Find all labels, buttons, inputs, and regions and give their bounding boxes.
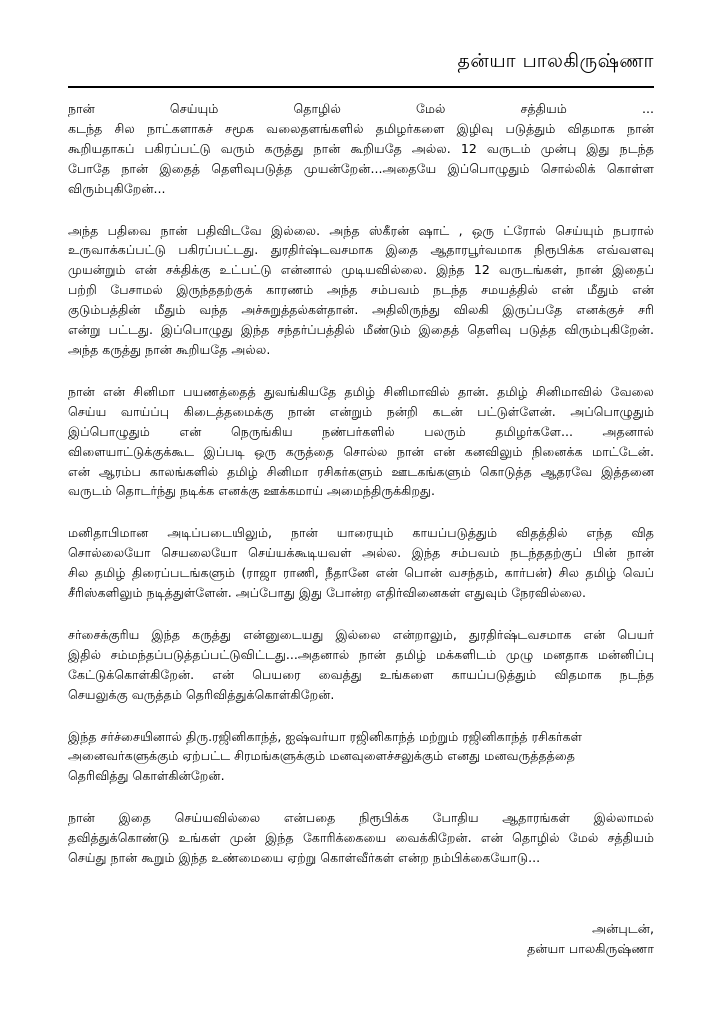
paragraph-line: சர்சைக்குரிய இந்த கருத்து என்னுடையது இல்லை என்றாலும், துரதிர்ஷ்டவசமாக என் பெயர் [68, 626, 654, 642]
paragraph-line: நான் செய்யும் தொழில் மேல் சத்தியம் ... [68, 101, 654, 116]
paragraph-line: நான் இதை செய்யவில்லை என்பதை நிரூபிக்க போதிய ஆதாரங்கள் இல்லாமல் [68, 810, 654, 826]
paragraph-line: உருவாக்கப்பட்டு பகிரப்பட்டது. துரதிர்ஷ்டவசமாக இதை ஆதாரபூர்வமாக நிரூபிக்க எவ்வளவு [68, 242, 654, 258]
paragraph-line: சொல்லையோ செயலையோ செய்யக்கூடியவள் அல்ல. இந்த சம்பவம் நடந்ததற்குப் பின் நான் [68, 545, 654, 561]
paragraph-line: குடும்பத்தின் மீதும் வந்த அச்சுறுத்தல்கள்தான். அதிலிருந்து விலகி இருப்பதே எனக்குச் சரி [68, 302, 654, 318]
paragraph-line: செய்ய வாய்ப்பு கிடைத்தமைக்கு நான் என்றும் நன்றி கடன் பட்டுள்ளேன். அப்பொழுதும் [68, 403, 654, 419]
paragraph-line: சீரிஸ்களிலும் நடித்துள்ளேன். அப்போது இது போன்ற எதிர்வினைகள் எதுவும் நேரவில்லை. [68, 585, 587, 601]
paragraph-line: என்று பட்டது. இப்பொழுது இந்த சந்தர்ப்பத்தில் மீண்டும் இதைத் தெளிவு படுத்த விரும்புகிறேன். [68, 322, 654, 338]
signoff-name: தன்யா பாலகிருஷ்ணா [527, 941, 654, 956]
paragraph-line: கடந்த சில நாட்களாகச் சமூக வலைதளங்களில் தமிழர்களை இழிவு படுத்தும் விதமாக நான் [68, 120, 654, 136]
paragraph-line: விளையாட்டுக்குக்கூட இப்படி ஒரு கருத்தை சொல்ல நான் என் கனவிலும் நினைக்க மாட்டேன். [68, 443, 654, 459]
paragraph-line: அந்த பதிவை நான் பதிவிடவே இல்லை. அந்த ஸ்கீரன் ஷாட் , ஒரு ட்ரோல் செய்யும் நபரால் [68, 222, 654, 238]
paragraph-line: செயலுக்கு வருத்தம் தெரிவித்துக்கொள்கிறேன். [68, 686, 335, 702]
paragraph-7 [68, 808, 654, 868]
paragraph-line: சில தமிழ் திரைப்படங்களும் (ராஜா ராணி, நீதானே என் பொன் வசந்தம், கார்பன்) சில தமிழ் வெப் [68, 565, 654, 581]
paragraph-line: அந்த கருத்து நான் கூறியதே அல்ல. [68, 341, 271, 357]
paragraph-line: இந்த சர்ச்சையினால் திரு.ரஜினிகாந்த், ஐஷ்வர்யா ரஜினிகாந்த் மற்றும் ரஜினிகாந்த் ரசிகர்கள் [68, 728, 583, 744]
paragraph-1 [68, 99, 654, 199]
signoff-closing: அன்புடன், [592, 921, 654, 936]
paragraph-3 [68, 382, 654, 501]
paragraph-line: மனிதாபிமான அடிப்படையிலும், நான் யாரையும் காயப்படுத்தும் விதத்தில் எந்த வித [68, 525, 654, 541]
paragraph-line: முயன்றும் என் சக்திக்கு உட்பட்டு என்னால் முடியவில்லை. இந்த 12 வருடங்கள், நான் இதைப் [68, 262, 654, 278]
paragraph-line: பற்றி பேசாமல் இருந்ததற்குக் காரணம் அந்த சம்பவம் நடந்த சமயத்தில் என் மீதும் என் [68, 282, 654, 298]
paragraph-6 [68, 727, 654, 787]
paragraph-line: தெரிவித்து கொள்கின்றேன். [68, 768, 225, 784]
paragraph-line: வருடம் தொடர்ந்து நடிக்க எனக்கு ஊக்கமாய் அமைந்திருக்கிறது. [68, 483, 435, 499]
letter-title: தன்யா பாலகிருஷ்ணா [457, 50, 654, 72]
paragraph-5 [68, 625, 654, 705]
paragraph-line: விரும்புகிறேன்... [68, 180, 166, 196]
paragraph-4 [68, 523, 654, 603]
letter-body [68, 99, 654, 890]
paragraph-line: இப்பொழுதும் என் நெருங்கிய நண்பர்களில் பலரும் தமிழர்களே... அதனால் [68, 423, 654, 439]
paragraph-2 [68, 221, 654, 360]
paragraph-line: தவித்துக்கொண்டு உங்கள் முன் இந்த கோரிக்கையை வைக்கிறேன். என் தொழில் மேல் சத்தியம் [68, 830, 654, 846]
paragraph-line: நான் என் சினிமா பயணத்தைத் துவங்கியதே தமிழ் சினிமாவில் தான். தமிழ் சினிமாவில் வேலை [68, 383, 654, 399]
paragraph-line: இதில் சம்மந்தப்படுத்தப்பட்டுவிட்டது...அதனால் நான் தமிழ் மக்களிடம் முழு மனதாக மன்னிப்பு [68, 646, 654, 662]
paragraph-line: அனைவர்களுக்கும் ஏற்பட்ட சிரமங்களுக்கும் மனவுளைச்சலுக்கும் எனது மனவருத்தத்தை [68, 748, 575, 764]
paragraph-line: செய்து நான் கூறும் இந்த உண்மையை ஏற்று கொள்வீர்கள் என்ற நம்பிக்கையோடு... [68, 850, 541, 866]
header-divider [68, 86, 654, 88]
paragraph-line: போதே நான் இதைத் தெளிவுபடுத்த முயன்றேன்...அதையே இப்பொழுதும் சொல்லிக் கொள்ள [68, 160, 654, 176]
paragraph-line: கேட்டுக்கொள்கிறேன். என் பெயரை வைத்து உங்களை காயப்படுத்தும் விதமாக நடந்த [68, 666, 654, 682]
paragraph-line: என் ஆரம்ப காலங்களில் தமிழ் சினிமா ரசிகர்களும் ஊடகங்களும் கொடுத்த ஆதரவே இத்தனை [68, 463, 654, 479]
signoff [527, 919, 654, 959]
paragraph-line: கூறியதாகப் பகிரப்பட்டு வரும் கருத்து நான் கூறியதே அல்ல. 12 வருடம் முன்பு இது நடந்த [68, 140, 654, 156]
